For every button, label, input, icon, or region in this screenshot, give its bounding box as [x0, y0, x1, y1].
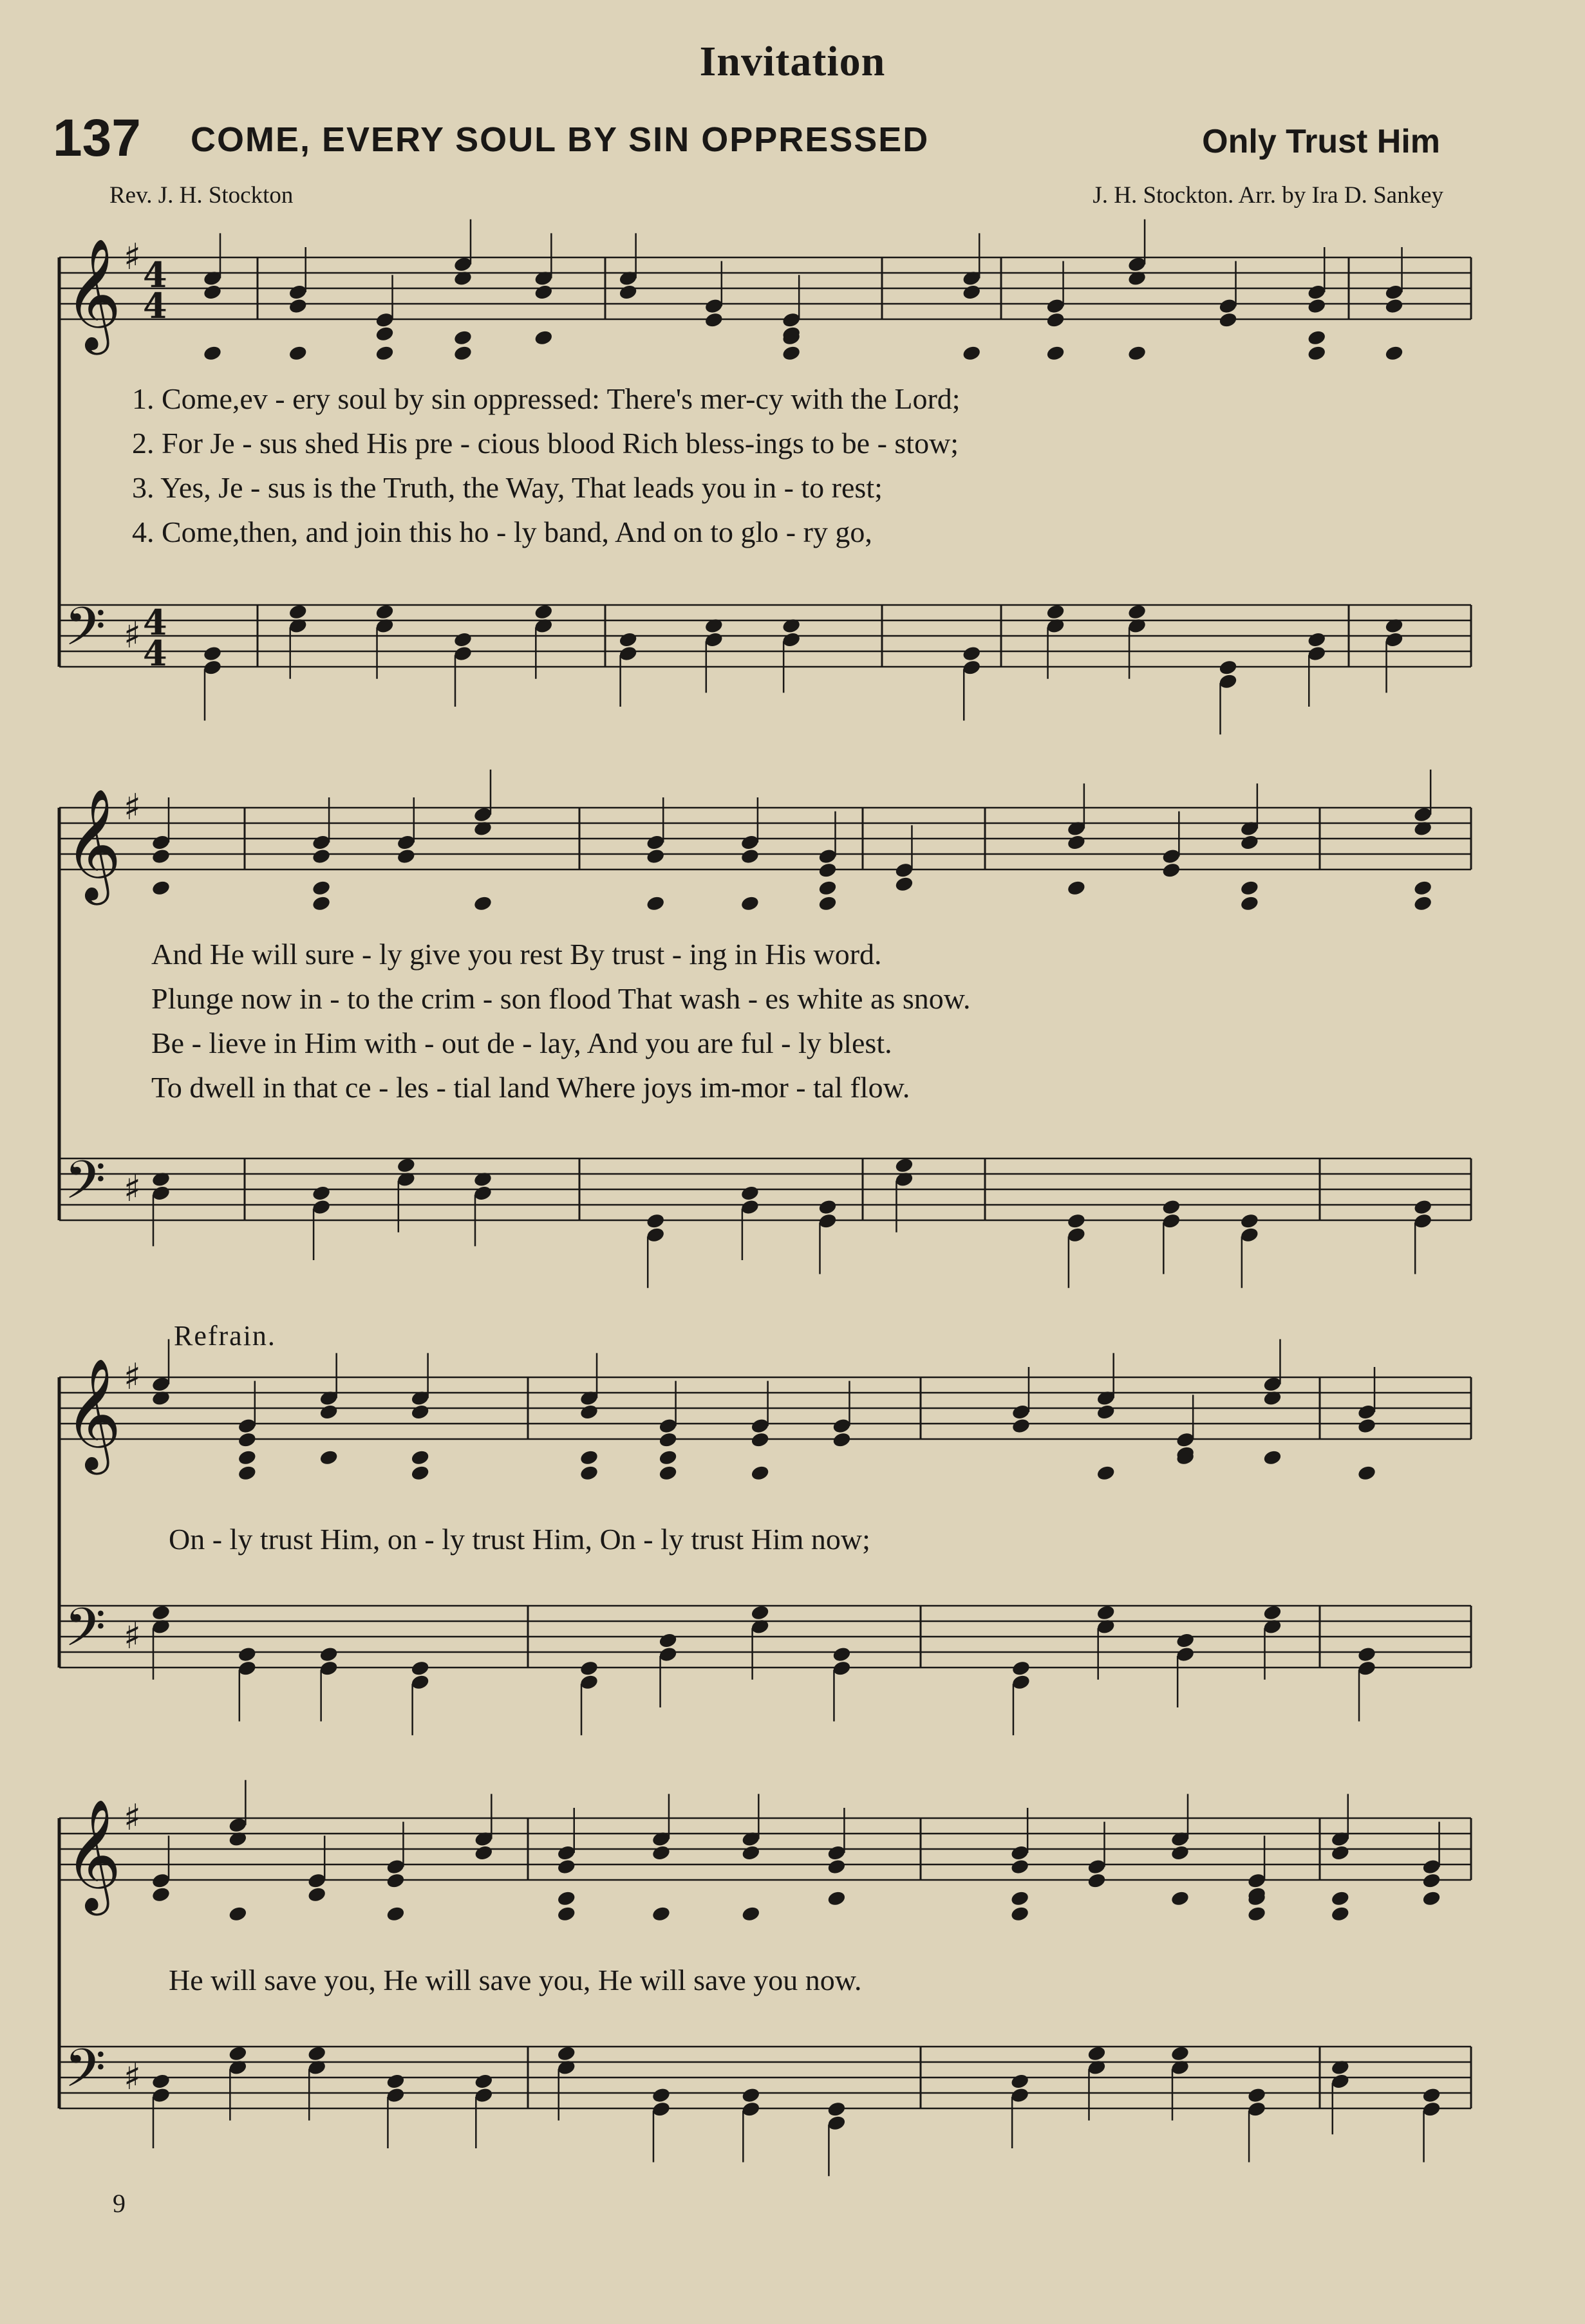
- hymn-title: COME, EVERY SOUL BY SIN OPPRESSED: [191, 120, 930, 159]
- note-head: [651, 1905, 671, 1922]
- note-head: [1247, 1905, 1267, 1922]
- note-head: [1247, 2087, 1267, 2104]
- note-head: [453, 329, 473, 346]
- note-head: [962, 344, 982, 362]
- note-head: [894, 875, 914, 893]
- note-head: [750, 1604, 770, 1621]
- note-head: [288, 603, 308, 620]
- note-head: [1239, 1213, 1259, 1230]
- key-sharp: ♯: [124, 1797, 142, 1839]
- note-head: [651, 1845, 671, 1862]
- bass-clef: 𝄢: [64, 1149, 106, 1224]
- note-head: [1170, 1890, 1190, 1907]
- note-head: [237, 1449, 257, 1466]
- note-head: [1413, 879, 1433, 897]
- note-head: [618, 284, 638, 301]
- note-head: [151, 1886, 171, 1903]
- note-head: [410, 1404, 430, 1421]
- note-head: [1127, 344, 1147, 362]
- note-head: [453, 631, 473, 649]
- note-head: [1046, 311, 1065, 329]
- note-head: [818, 895, 838, 912]
- key-sharp: ♯: [124, 2056, 142, 2098]
- note-head: [579, 1464, 599, 1482]
- page-number: 9: [113, 2189, 126, 2218]
- treble-clef: 𝄞: [64, 1799, 122, 1911]
- note-head: [1239, 834, 1259, 851]
- note-head: [1010, 2073, 1030, 2090]
- note-head: [782, 344, 802, 362]
- note-head: [827, 1858, 847, 1875]
- note-head: [1262, 1604, 1282, 1621]
- key-sharp: ♯: [124, 786, 142, 828]
- note-head: [386, 1872, 406, 1890]
- note-head: [618, 631, 638, 649]
- note-head: [203, 645, 223, 662]
- time-signature: 4: [143, 633, 167, 674]
- note-head: [646, 848, 666, 865]
- note-head: [1218, 311, 1238, 329]
- note-head: [534, 603, 554, 620]
- time-signature: 4: [143, 602, 167, 643]
- note-head: [1087, 1872, 1107, 1890]
- note-head: [319, 1646, 339, 1663]
- treble-clef: 𝄞: [64, 788, 122, 900]
- note-head: [741, 2087, 761, 2104]
- note-head: [1357, 1646, 1377, 1663]
- verse-3-line-b: Be - lieve in Him with - out de - lay, And you are ful - ly blest.: [151, 1027, 892, 1059]
- note-head: [1046, 344, 1065, 362]
- note-head: [579, 1404, 599, 1421]
- note-head: [556, 1905, 576, 1922]
- note-head: [1421, 1872, 1441, 1890]
- note-head: [1330, 1905, 1350, 1922]
- key-sharp: ♯: [124, 236, 142, 278]
- note-head: [228, 1905, 248, 1922]
- note-head: [651, 2087, 671, 2104]
- note-head: [386, 1905, 406, 1922]
- note-head: [312, 879, 332, 897]
- section-title: Invitation: [699, 38, 886, 85]
- refrain-lyric-2: He will save you, He will save you, He will save you now.: [169, 1964, 862, 1996]
- note-head: [1239, 895, 1259, 912]
- note-head: [1046, 603, 1065, 620]
- hymn-number: 137: [53, 109, 141, 167]
- note-head: [556, 2045, 576, 2062]
- treble-clef: 𝄞: [64, 1358, 122, 1470]
- note-head: [1413, 895, 1433, 912]
- verse-2-line-a: 2. For Je - sus shed His pre - cious blood Rich bless-ings to be - stow;: [132, 427, 959, 460]
- note-head: [307, 1886, 327, 1903]
- note-head: [1127, 603, 1147, 620]
- note-head: [1413, 1198, 1433, 1216]
- note-head: [151, 879, 171, 897]
- note-head: [534, 329, 554, 346]
- note-head: [375, 344, 395, 362]
- note-head: [818, 879, 838, 897]
- note-head: [1262, 1449, 1282, 1466]
- note-head: [410, 1449, 430, 1466]
- note-head: [1066, 879, 1086, 897]
- note-head: [658, 1431, 678, 1449]
- note-head: [312, 895, 332, 912]
- note-head: [237, 1646, 257, 1663]
- verse-4-line-a: 4. Come,then, and join this ho - ly band, And on to glo - ry go,: [132, 516, 872, 548]
- treble-clef: 𝄞: [64, 238, 122, 350]
- note-head: [534, 284, 554, 301]
- note-head: [1066, 834, 1086, 851]
- note-head: [1010, 1858, 1030, 1875]
- note-head: [1170, 2045, 1190, 2062]
- note-head: [658, 1632, 678, 1650]
- note-head: [1011, 1660, 1031, 1677]
- note-head: [704, 311, 724, 329]
- note-head: [151, 848, 171, 865]
- note-head: [203, 344, 223, 362]
- time-signature: 4: [143, 285, 167, 326]
- note-head: [962, 284, 982, 301]
- note-head: [556, 1858, 576, 1875]
- note-head: [1011, 1417, 1031, 1435]
- note-head: [818, 862, 838, 879]
- key-sharp: ♯: [124, 1615, 142, 1657]
- note-head: [288, 344, 308, 362]
- note-head: [1307, 329, 1327, 346]
- note-head: [1330, 1845, 1350, 1862]
- bass-clef: 𝄢: [64, 1596, 106, 1671]
- note-head: [1096, 1464, 1116, 1482]
- note-head: [740, 1185, 760, 1202]
- note-head: [646, 895, 666, 912]
- note-head: [579, 1449, 599, 1466]
- note-head: [319, 1404, 339, 1421]
- bass-clef: 𝄢: [64, 2037, 106, 2112]
- note-head: [646, 1213, 666, 1230]
- note-head: [312, 848, 332, 865]
- note-head: [1421, 2087, 1441, 2104]
- verse-4-line-b: To dwell in that ce - les - tial land Where joys im-mor - tal flow.: [151, 1071, 910, 1104]
- note-head: [827, 2101, 847, 2118]
- note-head: [741, 1845, 761, 1862]
- note-head: [1087, 2045, 1107, 2062]
- note-head: [319, 1449, 339, 1466]
- note-head: [396, 848, 416, 865]
- time-signature: 4: [143, 254, 167, 295]
- note-head: [1170, 1845, 1190, 1862]
- note-head: [740, 895, 760, 912]
- key-sharp: ♯: [124, 1356, 142, 1398]
- note-head: [1384, 297, 1404, 315]
- bass-clef: 𝄢: [64, 595, 106, 671]
- note-head: [228, 2045, 248, 2062]
- verse-2-line-b: Plunge now in - to the crim - son flood That wash - es white as snow.: [151, 982, 971, 1015]
- note-head: [1096, 1604, 1116, 1621]
- note-head: [1357, 1417, 1377, 1435]
- note-head: [750, 1464, 770, 1482]
- note-head: [237, 1431, 257, 1449]
- note-head: [658, 1449, 678, 1466]
- note-head: [1307, 344, 1327, 362]
- note-head: [410, 1660, 430, 1677]
- note-head: [1066, 1213, 1086, 1230]
- note-head: [1161, 862, 1181, 879]
- note-head: [151, 1604, 171, 1621]
- key-sharp: ♯: [124, 1168, 142, 1210]
- note-head: [894, 1157, 914, 1174]
- note-head: [740, 848, 760, 865]
- note-head: [832, 1431, 852, 1449]
- note-head: [396, 1157, 416, 1174]
- tune-name: Only Trust Him: [1202, 123, 1440, 160]
- verse-3-line-a: 3. Yes, Je - sus is the Truth, the Way, That leads you in - to rest;: [132, 471, 883, 504]
- note-head: [375, 325, 395, 342]
- note-head: [579, 1660, 599, 1677]
- note-head: [474, 1845, 494, 1862]
- note-head: [1010, 1890, 1030, 1907]
- note-head: [658, 1464, 678, 1482]
- note-head: [307, 2045, 327, 2062]
- note-head: [1218, 659, 1238, 676]
- words-credit: Rev. J. H. Stockton: [109, 182, 294, 209]
- note-head: [1176, 1632, 1196, 1650]
- note-head: [1307, 631, 1327, 649]
- verse-1-line-a: 1. Come,ev - ery soul by sin oppressed: There's mer-cy with the Lord;: [132, 382, 961, 415]
- note-head: [1421, 1890, 1441, 1907]
- note-head: [1357, 1464, 1377, 1482]
- note-head: [827, 1890, 847, 1907]
- note-head: [151, 2073, 171, 2090]
- note-head: [312, 1185, 332, 1202]
- note-head: [237, 1464, 257, 1482]
- verse-1-line-b: And He will sure - ly give you rest By trust - ing in His word.: [151, 938, 882, 971]
- note-head: [1161, 1198, 1181, 1216]
- note-head: [288, 297, 308, 315]
- note-head: [1239, 879, 1259, 897]
- note-head: [474, 2073, 494, 2090]
- note-head: [962, 645, 982, 662]
- key-sharp: ♯: [124, 615, 142, 656]
- note-head: [818, 1198, 838, 1216]
- note-head: [1330, 1890, 1350, 1907]
- refrain-lyric-1: On - ly trust Him, on - ly trust Him, On - ly trust Him now;: [169, 1523, 870, 1556]
- note-head: [375, 603, 395, 620]
- note-head: [203, 284, 223, 301]
- note-head: [453, 344, 473, 362]
- note-head: [473, 895, 493, 912]
- note-head: [556, 1890, 576, 1907]
- refrain-label: Refrain.: [174, 1320, 276, 1352]
- note-head: [750, 1431, 770, 1449]
- note-head: [1096, 1404, 1116, 1421]
- note-head: [832, 1646, 852, 1663]
- note-head: [410, 1464, 430, 1482]
- note-head: [741, 1905, 761, 1922]
- note-head: [1010, 1905, 1030, 1922]
- note-head: [1307, 297, 1327, 315]
- music-credit: J. H. Stockton. Arr. by Ira D. Sankey: [1093, 182, 1443, 209]
- note-head: [386, 2073, 406, 2090]
- note-head: [1384, 344, 1404, 362]
